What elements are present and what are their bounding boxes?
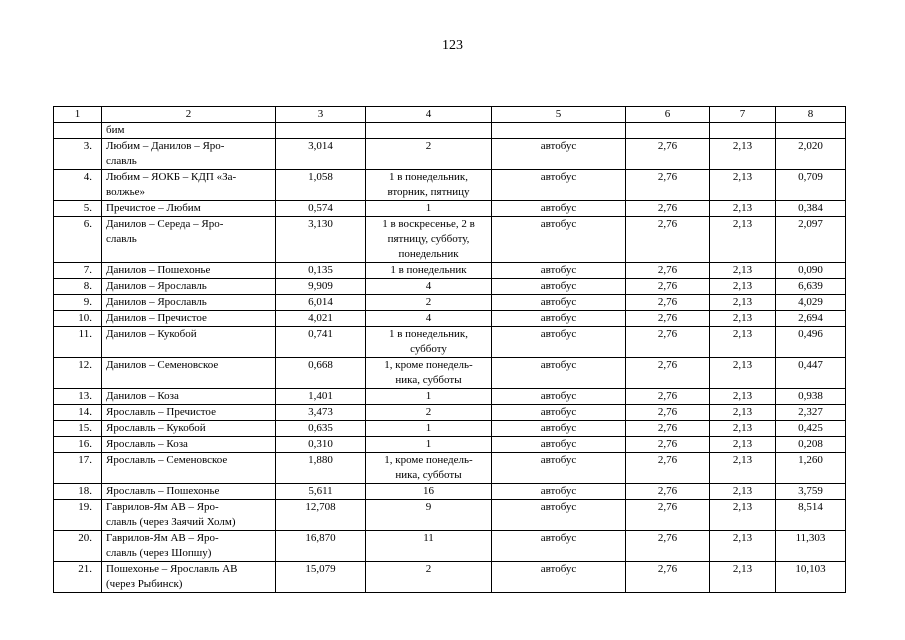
value-col-8: 0,384 <box>776 201 846 217</box>
row-number: 3. <box>54 139 102 170</box>
route-length: 12,708 <box>276 500 366 531</box>
table-row <box>54 437 846 453</box>
value-col-7: 2,13 <box>710 531 776 562</box>
route-frequency: 1 <box>366 437 492 453</box>
value-col-7: 2,13 <box>710 170 776 201</box>
row-number: 8. <box>54 279 102 295</box>
route-length: 0,635 <box>276 421 366 437</box>
route-name: Данилов – Ярославль <box>102 279 276 295</box>
route-length: 0,135 <box>276 263 366 279</box>
route-frequency: 2 <box>366 295 492 311</box>
value-col-6: 2,76 <box>626 217 710 263</box>
route-length: 3,130 <box>276 217 366 263</box>
route-name: Данилов – Ярославль <box>102 295 276 311</box>
row-number: 12. <box>54 358 102 389</box>
transport-type: автобус <box>492 170 626 201</box>
row-number: 9. <box>54 295 102 311</box>
column-header-7: 7 <box>710 107 776 123</box>
route-name: Данилов – Пречистое <box>102 311 276 327</box>
column-header-6: 6 <box>626 107 710 123</box>
table-row <box>54 217 846 263</box>
route-frequency: 1 в понедельник <box>366 263 492 279</box>
table-row <box>54 389 846 405</box>
table-row <box>54 405 846 421</box>
value-col-8: 1,260 <box>776 453 846 484</box>
value-col-6: 2,76 <box>626 139 710 170</box>
value-col-8: 4,029 <box>776 295 846 311</box>
value-col-6: 2,76 <box>626 295 710 311</box>
route-frequency: 1, кроме понедель- ника, субботы <box>366 358 492 389</box>
table-row <box>54 170 846 201</box>
value-col-8: 0,496 <box>776 327 846 358</box>
value-col-7 <box>710 123 776 139</box>
transport-type: автобус <box>492 484 626 500</box>
route-length: 1,401 <box>276 389 366 405</box>
route-name: Данилов – Коза <box>102 389 276 405</box>
value-col-6: 2,76 <box>626 279 710 295</box>
route-name: Пошехонье – Ярославль АВ (через Рыбинск) <box>102 562 276 593</box>
row-number: 15. <box>54 421 102 437</box>
route-frequency: 4 <box>366 279 492 295</box>
value-col-8: 10,103 <box>776 562 846 593</box>
route-length: 0,741 <box>276 327 366 358</box>
route-name: Ярославль – Пошехонье <box>102 484 276 500</box>
route-name: Ярославль – Коза <box>102 437 276 453</box>
value-col-7: 2,13 <box>710 389 776 405</box>
route-frequency: 1 <box>366 201 492 217</box>
column-header-4: 4 <box>366 107 492 123</box>
table-body <box>54 107 846 593</box>
transport-type: автобус <box>492 453 626 484</box>
route-frequency: 11 <box>366 531 492 562</box>
value-col-7: 2,13 <box>710 500 776 531</box>
route-name: Ярославль – Пречистое <box>102 405 276 421</box>
route-length: 5,611 <box>276 484 366 500</box>
value-col-8 <box>776 123 846 139</box>
value-col-6: 2,76 <box>626 201 710 217</box>
route-length: 4,021 <box>276 311 366 327</box>
table-row <box>54 421 846 437</box>
table-row <box>54 327 846 358</box>
route-name: Любим – Данилов – Яро- славль <box>102 139 276 170</box>
column-header-5: 5 <box>492 107 626 123</box>
value-col-6 <box>626 123 710 139</box>
value-col-8: 2,020 <box>776 139 846 170</box>
route-length: 16,870 <box>276 531 366 562</box>
table-row <box>54 453 846 484</box>
route-frequency: 2 <box>366 139 492 170</box>
route-name: Любим – ЯОКБ – КДП «За- волжье» <box>102 170 276 201</box>
value-col-8: 0,090 <box>776 263 846 279</box>
row-number: 21. <box>54 562 102 593</box>
transport-type: автобус <box>492 358 626 389</box>
route-length: 3,473 <box>276 405 366 421</box>
route-length: 15,079 <box>276 562 366 593</box>
value-col-6: 2,76 <box>626 500 710 531</box>
value-col-6: 2,76 <box>626 170 710 201</box>
route-frequency: 2 <box>366 562 492 593</box>
row-number: 13. <box>54 389 102 405</box>
value-col-7: 2,13 <box>710 201 776 217</box>
value-col-6: 2,76 <box>626 484 710 500</box>
transport-type: автобус <box>492 437 626 453</box>
value-col-6: 2,76 <box>626 453 710 484</box>
table-row <box>54 279 846 295</box>
value-col-7: 2,13 <box>710 217 776 263</box>
route-length: 6,014 <box>276 295 366 311</box>
value-col-8: 0,447 <box>776 358 846 389</box>
value-col-7: 2,13 <box>710 327 776 358</box>
column-header-8: 8 <box>776 107 846 123</box>
route-frequency <box>366 123 492 139</box>
row-number: 16. <box>54 437 102 453</box>
transport-type: автобус <box>492 217 626 263</box>
value-col-6: 2,76 <box>626 389 710 405</box>
value-col-6: 2,76 <box>626 531 710 562</box>
value-col-7: 2,13 <box>710 311 776 327</box>
value-col-7: 2,13 <box>710 562 776 593</box>
value-col-7: 2,13 <box>710 437 776 453</box>
route-name: Пречистое – Любим <box>102 201 276 217</box>
transport-type: автобус <box>492 389 626 405</box>
table-row <box>54 531 846 562</box>
transport-type: автобус <box>492 139 626 170</box>
value-col-8: 2,694 <box>776 311 846 327</box>
route-name: Данилов – Середа – Яро- славль <box>102 217 276 263</box>
transport-type: автобус <box>492 327 626 358</box>
value-col-6: 2,76 <box>626 263 710 279</box>
route-length: 3,014 <box>276 139 366 170</box>
route-name: Ярославль – Кукобой <box>102 421 276 437</box>
table-row <box>54 201 846 217</box>
route-length: 0,668 <box>276 358 366 389</box>
route-frequency: 1, кроме понедель- ника, субботы <box>366 453 492 484</box>
route-frequency: 1 в понедельник, субботу <box>366 327 492 358</box>
table-row <box>54 311 846 327</box>
transport-type: автобус <box>492 421 626 437</box>
route-length: 0,310 <box>276 437 366 453</box>
row-number: 10. <box>54 311 102 327</box>
route-length <box>276 123 366 139</box>
route-frequency: 1 <box>366 389 492 405</box>
value-col-6: 2,76 <box>626 421 710 437</box>
transport-type: автобус <box>492 500 626 531</box>
transport-type <box>492 123 626 139</box>
transport-type: автобус <box>492 201 626 217</box>
row-number: 19. <box>54 500 102 531</box>
route-frequency: 16 <box>366 484 492 500</box>
row-number: 7. <box>54 263 102 279</box>
transport-type: автобус <box>492 263 626 279</box>
value-col-6: 2,76 <box>626 327 710 358</box>
row-number: 17. <box>54 453 102 484</box>
route-frequency: 1 в понедельник, вторник, пятницу <box>366 170 492 201</box>
column-header-3: 3 <box>276 107 366 123</box>
transport-type: автобус <box>492 405 626 421</box>
route-frequency: 9 <box>366 500 492 531</box>
route-frequency: 1 в воскресенье, 2 в пятницу, субботу, понедельник <box>366 217 492 263</box>
table-row <box>54 295 846 311</box>
value-col-7: 2,13 <box>710 453 776 484</box>
route-length: 1,880 <box>276 453 366 484</box>
value-col-6: 2,76 <box>626 358 710 389</box>
route-name: Данилов – Семеновское <box>102 358 276 389</box>
value-col-6: 2,76 <box>626 311 710 327</box>
table-row <box>54 123 846 139</box>
row-number <box>54 123 102 139</box>
row-number: 14. <box>54 405 102 421</box>
value-col-7: 2,13 <box>710 421 776 437</box>
value-col-6: 2,76 <box>626 562 710 593</box>
value-col-6: 2,76 <box>626 437 710 453</box>
value-col-8: 0,208 <box>776 437 846 453</box>
route-length: 0,574 <box>276 201 366 217</box>
value-col-8: 11,303 <box>776 531 846 562</box>
route-frequency: 1 <box>366 421 492 437</box>
row-number: 6. <box>54 217 102 263</box>
route-frequency: 4 <box>366 311 492 327</box>
table-row <box>54 358 846 389</box>
table-row <box>54 263 846 279</box>
value-col-7: 2,13 <box>710 139 776 170</box>
route-length: 1,058 <box>276 170 366 201</box>
value-col-8: 6,639 <box>776 279 846 295</box>
table-row <box>54 562 846 593</box>
route-name: Гаврилов-Ям АВ – Яро- славль (через Заячий Холм) <box>102 500 276 531</box>
table-header-row <box>54 107 846 123</box>
table-row <box>54 484 846 500</box>
row-number: 18. <box>54 484 102 500</box>
column-header-2: 2 <box>102 107 276 123</box>
row-number: 20. <box>54 531 102 562</box>
transport-type: автобус <box>492 279 626 295</box>
row-number: 5. <box>54 201 102 217</box>
value-col-7: 2,13 <box>710 295 776 311</box>
transport-type: автобус <box>492 562 626 593</box>
value-col-8: 0,938 <box>776 389 846 405</box>
value-col-7: 2,13 <box>710 279 776 295</box>
row-number: 4. <box>54 170 102 201</box>
value-col-7: 2,13 <box>710 358 776 389</box>
value-col-7: 2,13 <box>710 263 776 279</box>
route-name: Данилов – Пошехонье <box>102 263 276 279</box>
table-row <box>54 139 846 170</box>
route-name: Ярославль – Семеновское <box>102 453 276 484</box>
value-col-6: 2,76 <box>626 405 710 421</box>
value-col-8: 2,097 <box>776 217 846 263</box>
value-col-8: 0,709 <box>776 170 846 201</box>
transport-type: автобус <box>492 531 626 562</box>
value-col-8: 2,327 <box>776 405 846 421</box>
route-name: Данилов – Кукобой <box>102 327 276 358</box>
transport-type: автобус <box>492 295 626 311</box>
value-col-8: 8,514 <box>776 500 846 531</box>
value-col-7: 2,13 <box>710 484 776 500</box>
route-length: 9,909 <box>276 279 366 295</box>
route-frequency: 2 <box>366 405 492 421</box>
row-number: 11. <box>54 327 102 358</box>
value-col-7: 2,13 <box>710 405 776 421</box>
value-col-8: 3,759 <box>776 484 846 500</box>
value-col-8: 0,425 <box>776 421 846 437</box>
route-name: Гаврилов-Ям АВ – Яро- славль (через Шопшу) <box>102 531 276 562</box>
column-header-1: 1 <box>54 107 102 123</box>
route-name: бим <box>102 123 276 139</box>
transport-type: автобус <box>492 311 626 327</box>
table-row <box>54 500 846 531</box>
routes-table <box>53 106 846 593</box>
page-number: 123 <box>442 38 463 53</box>
